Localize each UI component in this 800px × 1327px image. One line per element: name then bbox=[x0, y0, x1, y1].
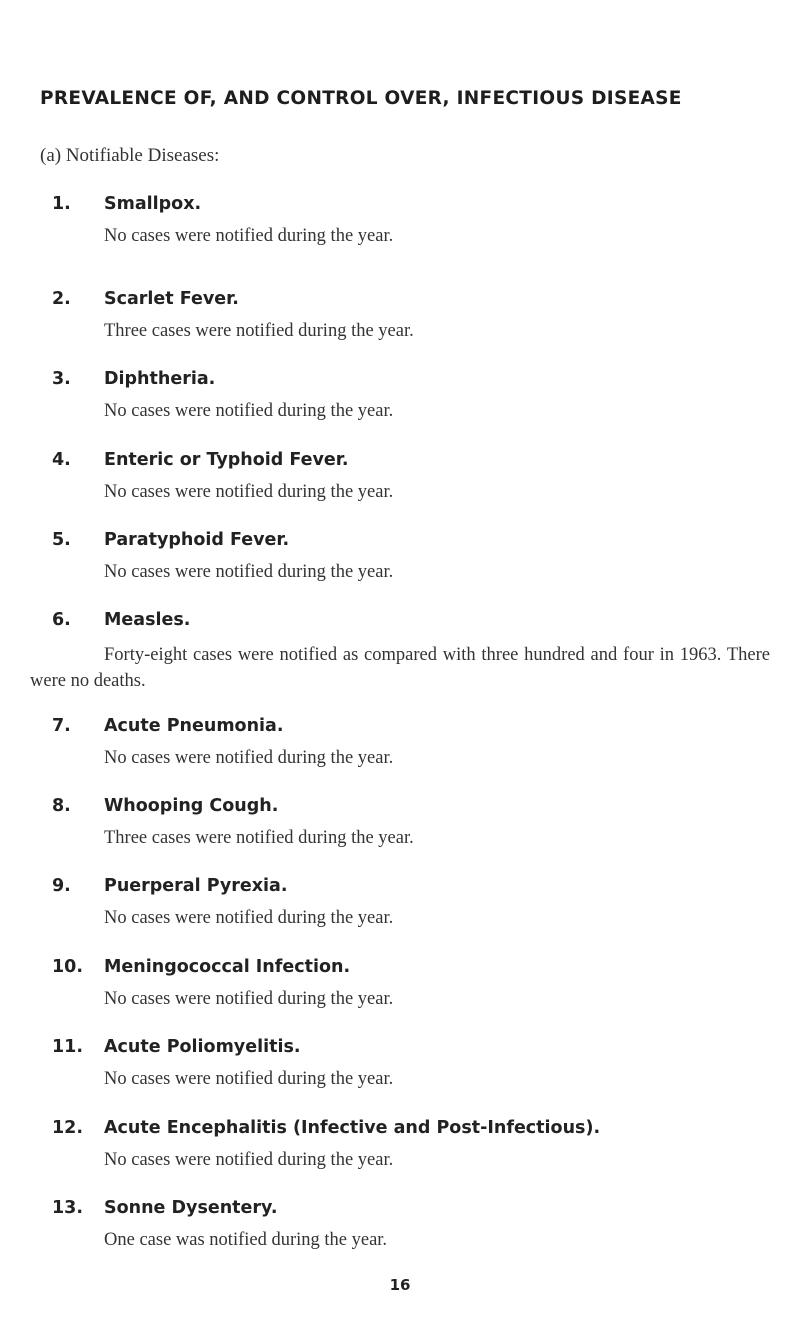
item-text: No cases were notified during the year. bbox=[104, 401, 394, 421]
item-text: Three cases were notified during the year. bbox=[104, 828, 414, 848]
item-text: No cases were notified during the year. bbox=[104, 989, 394, 1009]
item-text: No cases were notified during the year. bbox=[104, 226, 394, 246]
page-number: 16 bbox=[389, 1276, 411, 1294]
item-title: Acute Encephalitis (Infective and Post-Infectious). bbox=[104, 1118, 601, 1138]
item-title: Enteric or Typhoid Fever. bbox=[104, 450, 349, 470]
item-text: Three cases were notified during the year. bbox=[104, 321, 414, 341]
item-title: Paratyphoid Fever. bbox=[104, 530, 290, 550]
item-title: Acute Pneumonia. bbox=[104, 716, 284, 736]
item-text: One case was notified during the year. bbox=[104, 1230, 388, 1250]
item-number: 13. bbox=[52, 1198, 84, 1218]
item-number: 12. bbox=[52, 1118, 84, 1138]
item-title: Sonne Dysentery. bbox=[104, 1198, 278, 1218]
item-number: 3. bbox=[52, 369, 71, 389]
item-number: 9. bbox=[52, 876, 71, 896]
item-text: No cases were notified during the year. bbox=[104, 748, 394, 768]
item-text: Forty-eight cases were notified as compared with three hundred and four in 1963. There were no deaths. bbox=[30, 645, 770, 691]
item-title: Smallpox. bbox=[104, 194, 202, 214]
item-text: No cases were notified during the year. bbox=[104, 1069, 394, 1089]
item-number: 4. bbox=[52, 450, 71, 470]
item-number: 8. bbox=[52, 796, 71, 816]
item-number: 11. bbox=[52, 1037, 84, 1057]
item-text: No cases were notified during the year. bbox=[104, 908, 394, 928]
item-number: 6. bbox=[52, 610, 71, 630]
item-number: 5. bbox=[52, 530, 71, 550]
item-number: 2. bbox=[52, 289, 71, 309]
item-text: No cases were notified during the year. bbox=[104, 482, 394, 502]
item-number: 7. bbox=[52, 716, 71, 736]
page-heading: PREVALENCE OF, AND CONTROL OVER, INFECTIOUS DISEASE bbox=[40, 88, 682, 109]
item-title: Whooping Cough. bbox=[104, 796, 279, 816]
item-text: No cases were notified during the year. bbox=[104, 1150, 394, 1170]
section-subheading: (a) Notifiable Diseases: bbox=[40, 145, 220, 166]
item-title: Scarlet Fever. bbox=[104, 289, 239, 309]
item-number: 1. bbox=[52, 194, 71, 214]
item-text: No cases were notified during the year. bbox=[104, 562, 394, 582]
item-title: Measles. bbox=[104, 610, 191, 630]
item-title: Acute Poliomyelitis. bbox=[104, 1037, 301, 1057]
item-title: Diphtheria. bbox=[104, 369, 216, 389]
item-title: Puerperal Pyrexia. bbox=[104, 876, 288, 896]
item-number: 10. bbox=[52, 957, 84, 977]
item-title: Meningococcal Infection. bbox=[104, 957, 351, 977]
